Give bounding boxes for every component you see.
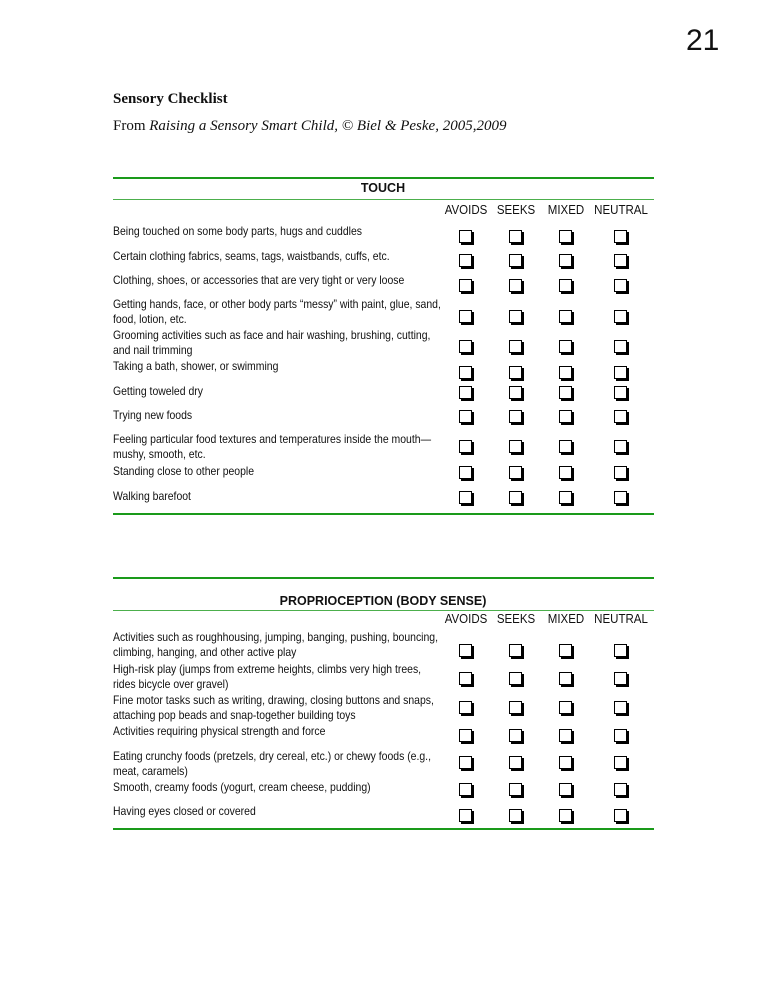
checkbox-mixed[interactable]	[559, 340, 572, 353]
checkbox-avoids[interactable]	[459, 230, 472, 243]
checkbox-mixed[interactable]	[559, 279, 572, 292]
checkbox-seeks[interactable]	[509, 701, 522, 714]
item-label: Clothing, shoes, or accessories that are very tight or very loose	[113, 273, 405, 287]
item-label: Being touched on some body parts, hugs and cuddles	[113, 224, 362, 238]
item-label: Walking barefoot	[113, 489, 191, 503]
checkbox-seeks[interactable]	[509, 366, 522, 379]
checkbox-mixed[interactable]	[559, 729, 572, 742]
checkbox-mixed[interactable]	[559, 701, 572, 714]
item-label: Activities such as roughhousing, jumping, banging, pushing, bouncing, climbing, hanging, and other active play	[113, 630, 439, 659]
section-top-rule	[113, 177, 654, 179]
checkbox-avoids[interactable]	[459, 809, 472, 822]
checkbox-avoids[interactable]	[459, 491, 472, 504]
section-header-rule	[113, 199, 654, 200]
checkbox-neutral[interactable]	[614, 310, 627, 323]
checkbox-neutral[interactable]	[614, 279, 627, 292]
checkbox-seeks[interactable]	[509, 809, 522, 822]
checkbox-neutral[interactable]	[614, 672, 627, 685]
checkbox-mixed[interactable]	[559, 644, 572, 657]
checkbox-seeks[interactable]	[509, 279, 522, 292]
checkbox-seeks[interactable]	[509, 310, 522, 323]
item-label: Standing close to other people	[113, 464, 255, 478]
item-label: Certain clothing fabrics, seams, tags, waistbands, cuffs, etc.	[113, 249, 390, 263]
column-header-neutral: NEUTRAL	[594, 203, 648, 217]
checkbox-neutral[interactable]	[614, 783, 627, 796]
checkbox-avoids[interactable]	[459, 729, 472, 742]
checkbox-neutral[interactable]	[614, 644, 627, 657]
checkbox-avoids[interactable]	[459, 644, 472, 657]
checkbox-neutral[interactable]	[614, 254, 627, 267]
section-top-rule	[113, 577, 654, 579]
checkbox-avoids[interactable]	[459, 440, 472, 453]
section-title: TOUCH	[360, 181, 406, 195]
checkbox-seeks[interactable]	[509, 410, 522, 423]
checkbox-neutral[interactable]	[614, 701, 627, 714]
checkbox-neutral[interactable]	[614, 729, 627, 742]
checkbox-neutral[interactable]	[614, 366, 627, 379]
checkbox-seeks[interactable]	[509, 466, 522, 479]
item-label: Getting toweled dry	[113, 384, 203, 398]
checkbox-mixed[interactable]	[559, 756, 572, 769]
checkbox-mixed[interactable]	[559, 254, 572, 267]
checkbox-seeks[interactable]	[509, 340, 522, 353]
checkbox-neutral[interactable]	[614, 386, 627, 399]
checkbox-mixed[interactable]	[559, 491, 572, 504]
checkbox-neutral[interactable]	[614, 491, 627, 504]
checkbox-avoids[interactable]	[459, 340, 472, 353]
item-label: Taking a bath, shower, or swimming	[113, 359, 279, 373]
checkbox-mixed[interactable]	[559, 310, 572, 323]
item-label: Eating crunchy foods (pretzels, dry cereal, etc.) or chewy foods (e.g., meat, caramels)	[113, 749, 431, 778]
checkbox-avoids[interactable]	[459, 366, 472, 379]
section-header-rule	[113, 610, 654, 611]
checkbox-seeks[interactable]	[509, 783, 522, 796]
checkbox-avoids[interactable]	[459, 386, 472, 399]
checkbox-avoids[interactable]	[459, 254, 472, 267]
checkbox-seeks[interactable]	[509, 440, 522, 453]
checkbox-neutral[interactable]	[614, 466, 627, 479]
checkbox-mixed[interactable]	[559, 672, 572, 685]
source-book: Raising a Sensory Smart Child, © Biel & Peske, 2005,2009	[149, 118, 507, 134]
checkbox-mixed[interactable]	[559, 386, 572, 399]
checkbox-mixed[interactable]	[559, 230, 572, 243]
item-label: Getting hands, face, or other body parts “messy” with paint, glue, sand, food, lotion, etc.	[113, 297, 441, 326]
item-label: High-risk play (jumps from extreme heights, climbs very high trees, rides bicycle over gravel)	[113, 662, 422, 691]
checkbox-avoids[interactable]	[459, 756, 472, 769]
column-header-neutral: NEUTRAL	[594, 612, 648, 626]
column-header-avoids: AVOIDS	[444, 612, 488, 626]
checkbox-neutral[interactable]	[614, 756, 627, 769]
item-label: Smooth, creamy foods (yogurt, cream cheese, pudding)	[113, 780, 371, 794]
column-header-mixed: MIXED	[547, 203, 585, 217]
checkbox-avoids[interactable]	[459, 279, 472, 292]
item-label: Activities requiring physical strength and force	[113, 724, 326, 738]
section-bottom-rule	[113, 513, 654, 515]
item-label: Fine motor tasks such as writing, drawing, closing buttons and snaps, attaching pop beads and snap-together building toys	[113, 693, 434, 722]
checkbox-avoids[interactable]	[459, 783, 472, 796]
checkbox-seeks[interactable]	[509, 672, 522, 685]
checkbox-seeks[interactable]	[509, 644, 522, 657]
checkbox-seeks[interactable]	[509, 386, 522, 399]
checkbox-neutral[interactable]	[614, 230, 627, 243]
checkbox-avoids[interactable]	[459, 466, 472, 479]
checkbox-seeks[interactable]	[509, 729, 522, 742]
section-bottom-rule	[113, 828, 654, 830]
checkbox-mixed[interactable]	[559, 410, 572, 423]
checkbox-mixed[interactable]	[559, 366, 572, 379]
section-title: PROPRIOCEPTION (BODY SENSE)	[279, 594, 487, 608]
column-header-avoids: AVOIDS	[444, 203, 488, 217]
checkbox-neutral[interactable]	[614, 410, 627, 423]
checkbox-neutral[interactable]	[614, 809, 627, 822]
column-header-seeks: SEEKS	[496, 612, 536, 626]
checkbox-mixed[interactable]	[559, 783, 572, 796]
checkbox-seeks[interactable]	[509, 254, 522, 267]
item-label: Grooming activities such as face and hair washing, brushing, cutting, and nail trimming	[113, 328, 431, 357]
document-title: Sensory Checklist	[113, 91, 228, 107]
checkbox-mixed[interactable]	[559, 809, 572, 822]
checkbox-neutral[interactable]	[614, 340, 627, 353]
checkbox-mixed[interactable]	[559, 440, 572, 453]
item-label: Having eyes closed or covered	[113, 804, 256, 818]
item-label: Trying new foods	[113, 408, 193, 422]
source-citation	[113, 118, 506, 135]
checkbox-avoids[interactable]	[459, 410, 472, 423]
checkbox-neutral[interactable]	[614, 440, 627, 453]
checkbox-seeks[interactable]	[509, 756, 522, 769]
column-header-seeks: SEEKS	[496, 203, 536, 217]
checkbox-avoids[interactable]	[459, 672, 472, 685]
item-label: Feeling particular food textures and temperatures inside the mouth—mushy, smooth, etc.	[113, 432, 432, 461]
column-header-mixed: MIXED	[547, 612, 585, 626]
checkbox-avoids[interactable]	[459, 310, 472, 323]
page-number: 21	[686, 24, 720, 57]
checkbox-seeks[interactable]	[509, 491, 522, 504]
checkbox-avoids[interactable]	[459, 701, 472, 714]
checkbox-mixed[interactable]	[559, 466, 572, 479]
source-prefix: From	[113, 118, 150, 134]
checkbox-seeks[interactable]	[509, 230, 522, 243]
